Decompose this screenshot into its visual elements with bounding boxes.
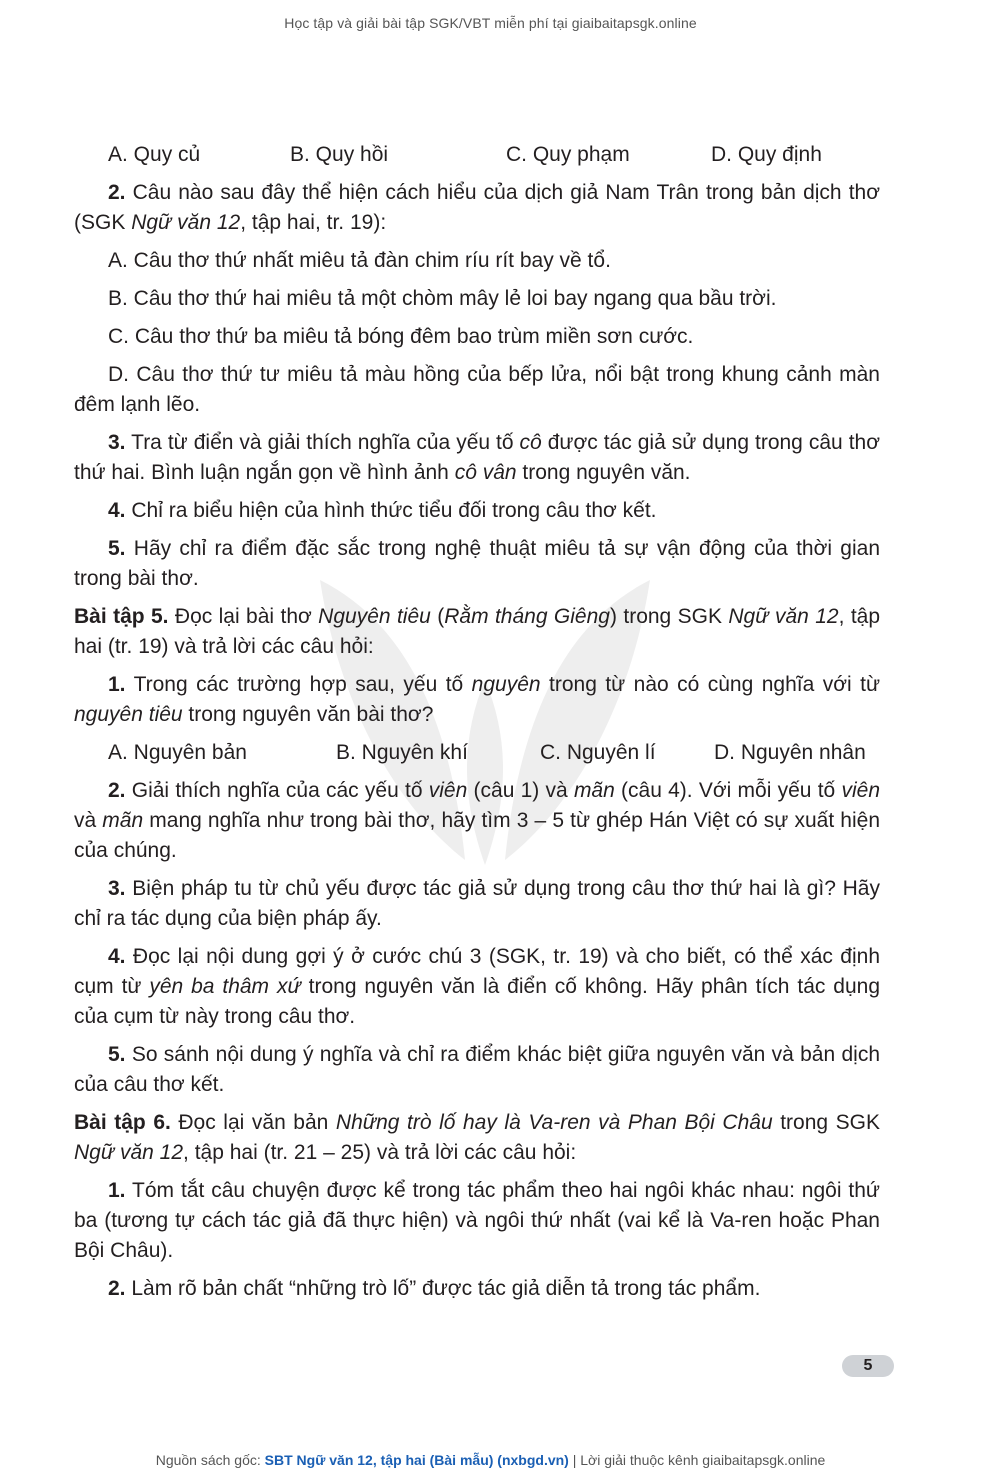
question-5 — [74, 534, 880, 594]
text-span: ( — [430, 605, 445, 628]
page-footer — [0, 1452, 981, 1468]
question-number: 5. — [108, 1043, 126, 1066]
question-3-number: 3. — [108, 431, 126, 454]
question-number: 4. — [108, 945, 126, 968]
poem-translation-title: Rằm tháng Giêng — [444, 605, 610, 628]
text-span: và — [74, 809, 103, 832]
work-title: Những trò lố hay là Va-ren và Phan Bội Châu — [335, 1111, 773, 1134]
term: mãn — [573, 779, 615, 802]
text-span: (câu 1) và — [467, 779, 574, 802]
term: cô — [519, 431, 542, 454]
term: viên — [841, 779, 880, 802]
option-b: B. Nguyên khí — [336, 741, 468, 764]
term: viên — [428, 779, 468, 802]
text-span: ) trong SGK — [609, 605, 729, 628]
text-span: Làm rõ bản chất “những trò lố” được tác giả diễn tả trong tác phẩm. — [125, 1277, 761, 1300]
text-span: Biện pháp tu từ chủ yếu được tác giả sử dụng trong câu thơ thứ hai là gì? Hãy chỉ ra tác dụng của biện pháp ấy. — [74, 877, 880, 930]
question-4 — [74, 496, 880, 526]
question-3 — [74, 428, 880, 488]
footer-source-link[interactable]: SBT Ngữ văn 12, tập hai (Bài mẫu) (nxbgd.vn) — [264, 1452, 569, 1468]
text-span: Đọc lại văn bản — [170, 1111, 336, 1134]
text-span: được tác giả sử dụng trong câu thơ thứ hai. Bình luận ngắn gọn về hình ảnh — [74, 431, 880, 484]
question-4-number: 4. — [108, 499, 126, 522]
question-2-option-b: B. Câu thơ thứ hai miêu tả một chòm mây lẻ loi bay ngang qua bầu trời. — [108, 287, 777, 310]
page-header: Học tập và giải bài tập SGK/VBT miễn phí tại giaibaitapsgk.online — [284, 15, 697, 31]
poem-title: Nguyên tiêu — [318, 605, 431, 628]
text-span: trong nguyên văn bài thơ? — [182, 703, 434, 726]
text-span: Tóm tắt câu chuyện được kể trong tác phẩm theo hai ngôi khác nhau: ngôi thứ ba (tương tự cách tác giả đã thực hiện) và ngôi thứ nhất (vai kể là Va-ren hoặc Phan Bội Châu). — [74, 1179, 880, 1262]
exercise-5-label: Bài tập 5. — [74, 605, 169, 628]
text-span: So sánh nội dung ý nghĩa và chỉ ra điểm khác biệt giữa nguyên văn và bản dịch của câu thơ kết. — [74, 1043, 880, 1096]
option-b: B. Quy hồi — [290, 143, 389, 166]
question-2-number: 2. — [108, 181, 126, 204]
question-2-option-d: D. Câu thơ thứ tư miêu tả màu hồng của bếp lửa, nổi bật trong khung cảnh màn đêm lạnh lẽo. — [74, 363, 880, 416]
text-span: (câu 4). Với mỗi yếu tố — [614, 779, 842, 802]
question-2-option-c: C. Câu thơ thứ ba miêu tả bóng đêm bao trùm miền sơn cước. — [108, 325, 694, 348]
question-number: 3. — [108, 877, 126, 900]
exercise-5-question-5 — [74, 1040, 880, 1100]
footer-prefix: Nguồn sách gốc: — [155, 1452, 265, 1468]
exercise-6-question-1 — [74, 1176, 880, 1266]
exercise-6-question-2 — [74, 1274, 880, 1304]
option-d: D. Nguyên nhân — [714, 741, 866, 764]
question-5-number: 5. — [108, 537, 126, 560]
text-span: Chỉ ra biểu hiện của hình thức tiểu đối trong câu thơ kết. — [131, 499, 657, 522]
text-span: Tra từ điển và giải thích nghĩa của yếu tố — [131, 431, 520, 454]
question-1-options — [108, 140, 880, 170]
exercise-5-question-4 — [74, 942, 880, 1032]
text-span: , tập hai (tr. 21 – 25) và trả lời các câu hỏi: — [183, 1141, 577, 1164]
question-2-tail: , tập hai, tr. 19): — [240, 211, 387, 234]
exercise-5-heading — [74, 602, 880, 662]
term: cô vân — [454, 461, 517, 484]
question-2 — [74, 178, 880, 238]
page-number-badge: 5 — [842, 1355, 894, 1377]
exercise-5-question-1-options — [108, 738, 880, 768]
term: mãn — [102, 809, 144, 832]
book-title: Ngữ văn 12 — [131, 211, 241, 234]
text-span: , tập hai (tr. 19) và trả lời các câu hỏi: — [74, 605, 881, 658]
text-span: Đọc lại bài thơ — [168, 605, 319, 628]
page-content — [74, 140, 880, 1312]
question-number: 2. — [108, 779, 126, 802]
option-c: C. Quy phạm — [506, 143, 630, 166]
question-2-option-a: A. Câu thơ thứ nhất miêu tả đàn chim ríu rít bay về tổ. — [108, 249, 611, 272]
text-span: trong nguyên văn. — [516, 461, 691, 484]
text-span: trong SGK — [772, 1111, 880, 1134]
option-c: C. Nguyên lí — [540, 741, 656, 764]
text-span: Giải thích nghĩa của các yếu tố — [125, 779, 429, 802]
book-title: Ngữ văn 12 — [74, 1141, 184, 1164]
exercise-5-question-3 — [74, 874, 880, 934]
text-span: Trong các trường hợp sau, yếu tố — [125, 673, 472, 696]
term: nguyên — [471, 673, 541, 696]
text-span: Đọc lại nội dung gợi ý ở cước chú 3 (SGK, tr. 19) và cho biết, có thể xác định cụm từ — [74, 945, 880, 998]
term: nguyên tiêu — [74, 703, 183, 726]
term: yên ba thâm xứ — [149, 975, 301, 998]
text-span: mang nghĩa như trong bài thơ, hãy tìm 3 – 5 từ ghép Hán Việt có sự xuất hiện của chúng. — [74, 809, 880, 862]
exercise-5-question-2 — [74, 776, 880, 866]
option-a: A. Nguyên bản — [108, 741, 247, 764]
text-span: trong nguyên văn là điển cố không. Hãy phân tích tác dụng của cụm từ này trong câu thơ. — [74, 975, 880, 1028]
question-number: 1. — [108, 1179, 126, 1202]
option-a: A. Quy củ — [108, 143, 201, 166]
option-d: D. Quy định — [711, 143, 822, 166]
question-2-text: Câu nào sau đây thể hiện cách hiểu của dịch giả Nam Trân trong bản dịch thơ (SGK — [74, 181, 880, 234]
book-title: Ngữ văn 12 — [728, 605, 839, 628]
text-span: trong từ nào có cùng nghĩa với từ — [540, 673, 880, 696]
exercise-5-question-1 — [74, 670, 880, 730]
footer-suffix: | Lời giải thuộc kênh giaibaitapsgk.online — [568, 1452, 826, 1468]
question-number: 2. — [108, 1277, 126, 1300]
question-number: 1. — [108, 673, 126, 696]
text-span: Hãy chỉ ra điểm đặc sắc trong nghệ thuật miêu tả sự vận động của thời gian trong bài thơ. — [74, 537, 880, 590]
exercise-6-label: Bài tập 6. — [74, 1111, 171, 1134]
exercise-6-heading — [74, 1108, 880, 1168]
